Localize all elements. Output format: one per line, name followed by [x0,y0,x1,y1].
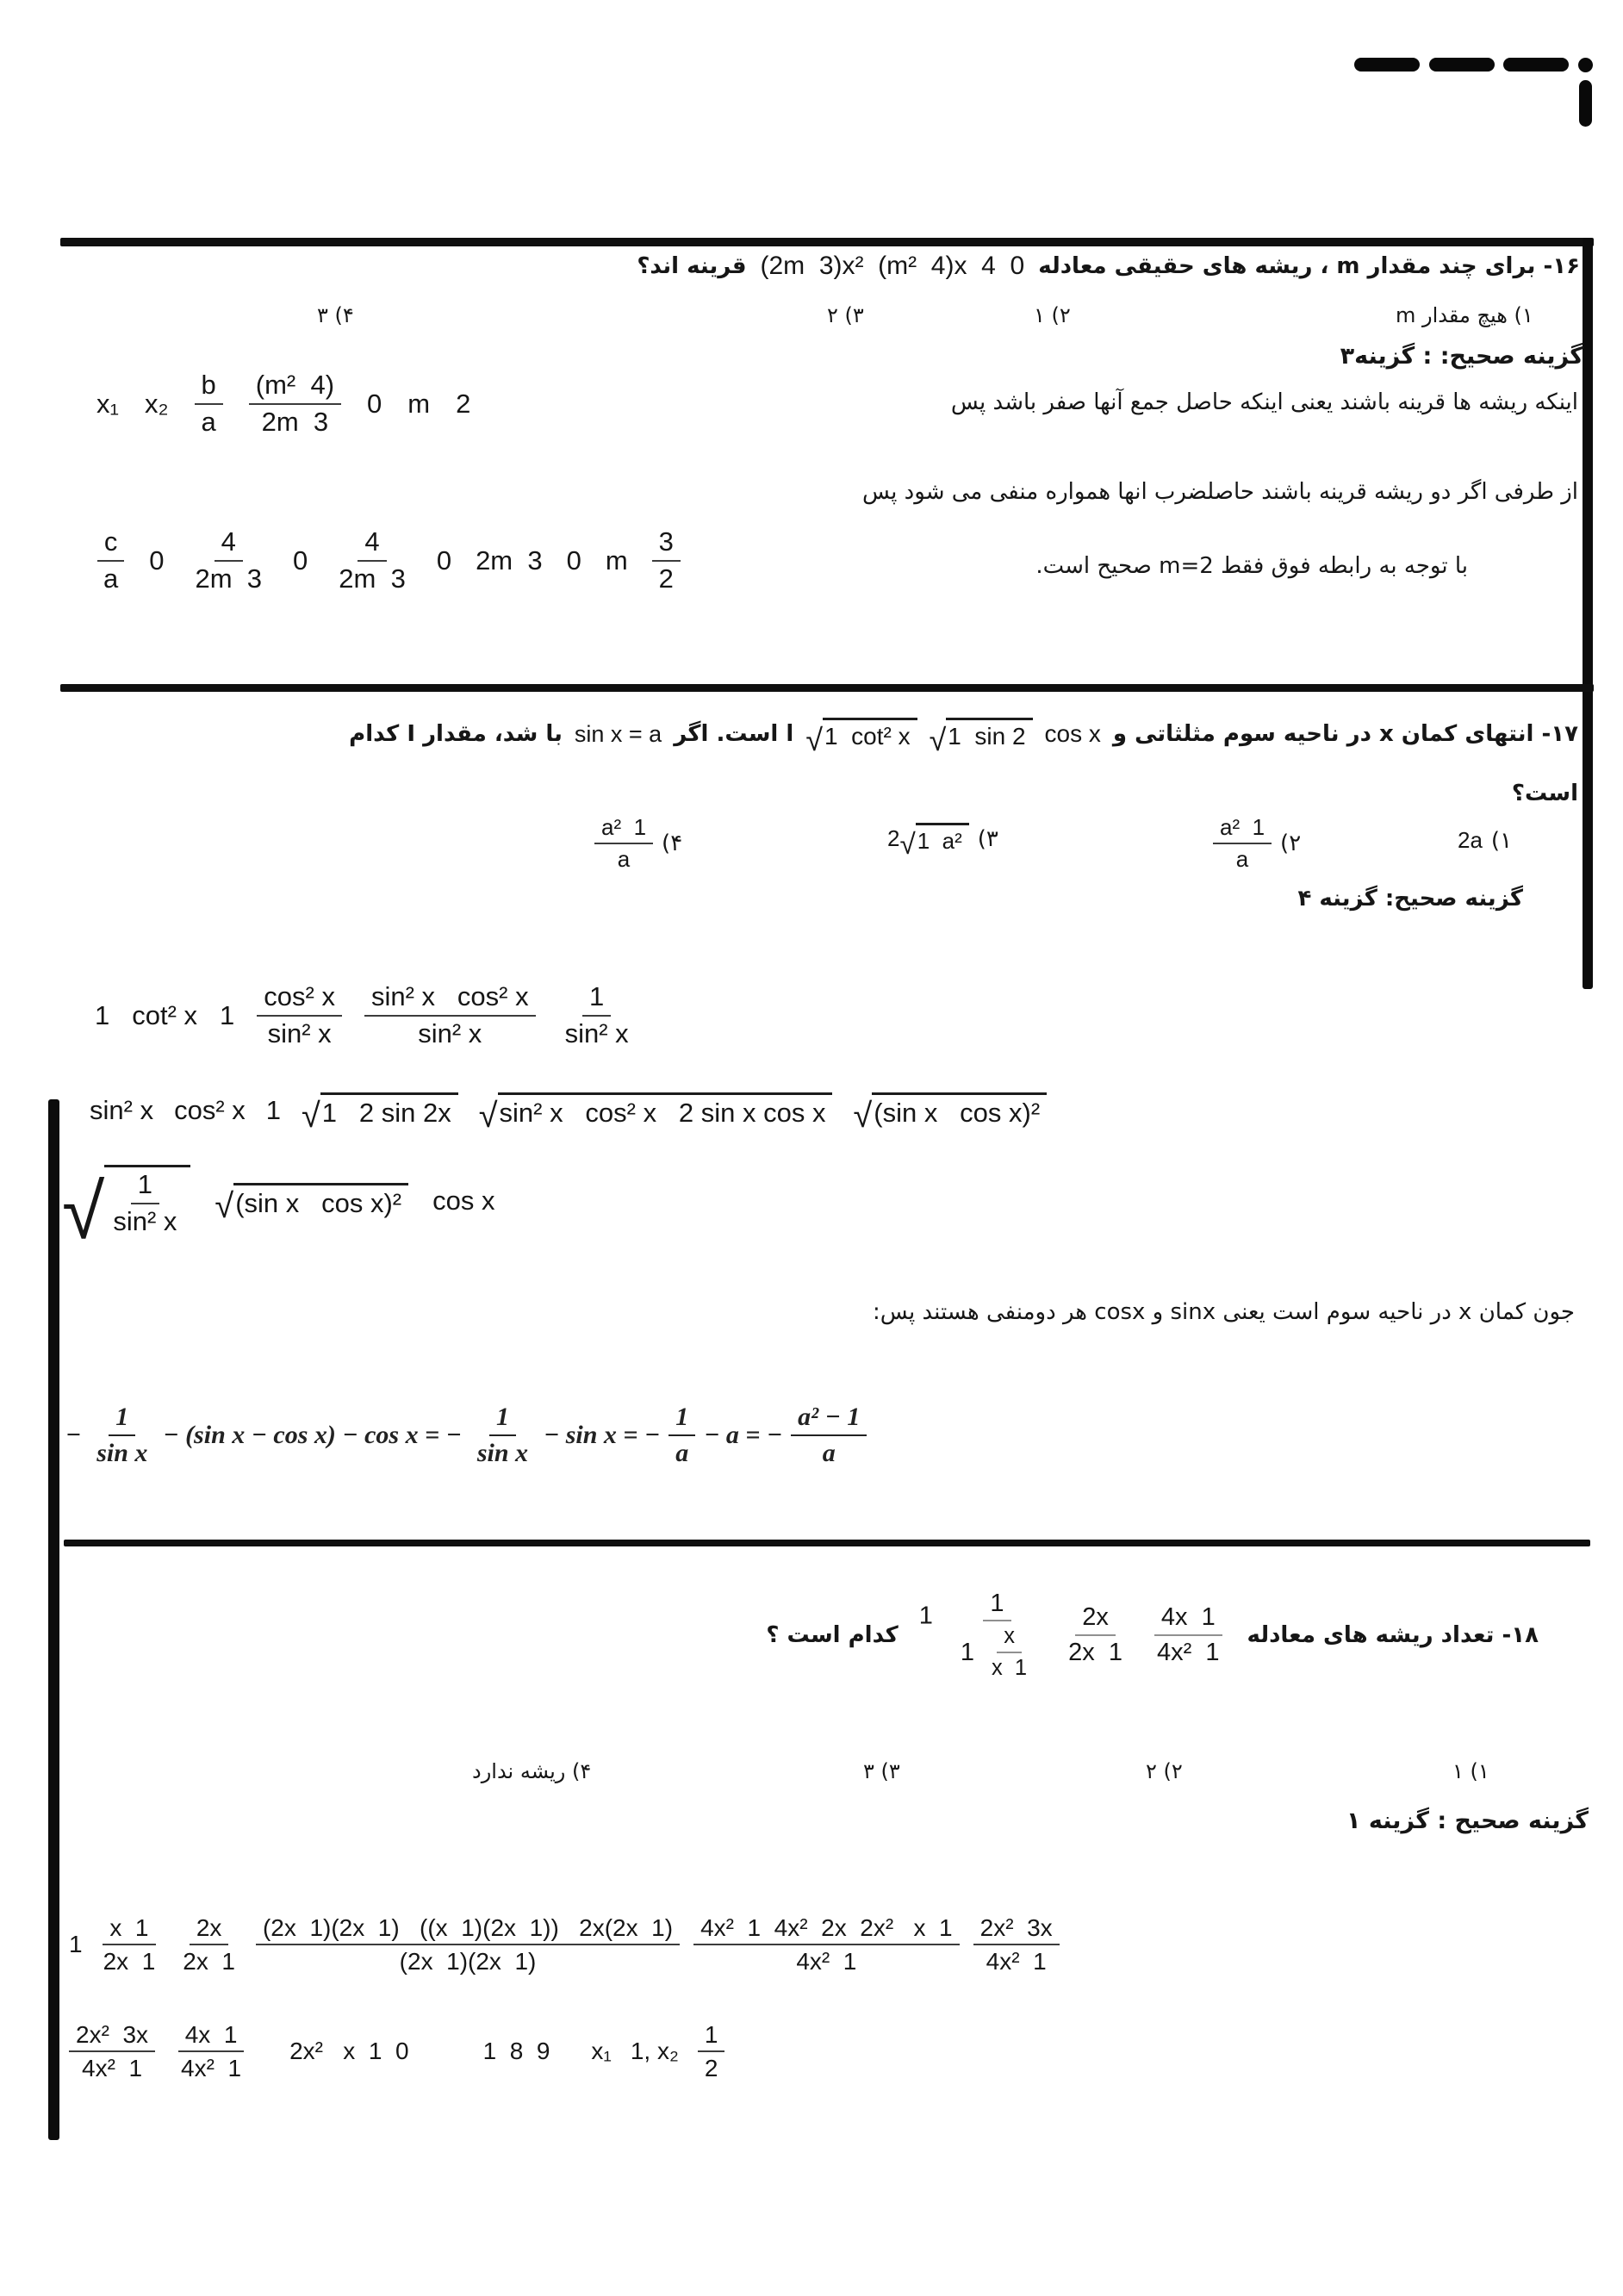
math-token: x₁ [591,2038,612,2065]
math-token: 1 [220,999,235,1030]
denominator [954,1621,1041,1680]
math-token: 0 [566,544,581,576]
denominator: 2m 3 [195,563,263,594]
radical-icon: √ [929,722,947,757]
option-4 [594,815,682,872]
radicand: sin² x cos² x 2 sin x cos x [498,1092,833,1129]
option-label: ۲) [1280,831,1302,857]
numerator: 1 [131,1170,159,1204]
explanation-text: با توجه به رابطه فوق فقط m=2 صحیح است. [1035,553,1468,579]
denominator: 4x² 1 [181,2055,242,2082]
answer-label: گزینه صحیح: گزینه ۴ [1297,886,1523,912]
numerator: 4x 1 [1154,1603,1222,1635]
radicand: 1 cot² x [823,718,917,750]
dot-icon [1578,58,1593,72]
numerator: a² 1 [1213,815,1272,844]
numerator: 2x [1075,1603,1116,1635]
numerator: cos² x [257,982,342,1017]
radical-icon: √ [62,1168,105,1255]
numerator: a² − 1 [791,1403,867,1436]
radical-icon: √ [853,1097,873,1136]
option-label: ۴) [662,831,683,857]
math-token: 0 [293,544,308,576]
denominator: a [201,406,216,437]
numerator: x [997,1624,1022,1653]
option-1 [1458,827,1512,854]
math-token: 2 [887,825,900,851]
fraction [652,527,681,594]
option-4: ۴) ریشه ندارد [472,1759,592,1783]
dash-icon [1429,58,1495,72]
fraction [249,370,341,437]
math-token: 1, x₂ [630,2038,679,2065]
dash-icon [1503,58,1569,72]
denominator: a [1235,846,1249,873]
sqrt-expression [215,1183,408,1225]
numerator: 2x [190,1914,229,1945]
fraction [470,1403,535,1467]
math-token: 2x² x 1 0 [289,2038,409,2065]
q18-title [766,1590,1539,1681]
equation-row [69,1914,1060,1976]
denominator: 4x² 1 [986,1948,1047,1976]
section-divider [60,684,1594,692]
math-token: 0 [436,544,452,576]
fraction [189,527,270,594]
fraction [1213,815,1272,872]
equation-row [96,370,470,437]
math-token: 1 [918,1602,933,1630]
question-text: ۱۶- برای چند مقدار m ، ریشه های حقیقی معادله [1038,253,1580,279]
radical-icon: √ [478,1097,498,1136]
question-text: ا است. اگر [674,721,794,747]
radicand: (sin x cos x)² [233,1183,408,1219]
radical-icon: √ [805,722,823,757]
fraction [791,1403,867,1467]
numerator: 1 [489,1403,516,1436]
sqrt-expression [853,1092,1047,1136]
numerator: 4x² 1 4x² 2x 2x² x 1 [693,1914,960,1945]
option-label: ۳) [977,825,998,852]
option-2: ۲) ۲ [1146,1759,1183,1783]
option-4: ۴) ۳ [317,303,354,327]
radical-icon: √ [215,1186,234,1225]
sqrt-expression [805,718,917,757]
fraction [985,1624,1034,1680]
equation-row [65,1403,867,1467]
math-expression [887,823,969,861]
dash-icon [1579,80,1592,127]
question-text: کدام است ؟ [766,1621,899,1648]
question-text: ۱۷- انتهای کمان x در ناحیه سوم مثلثاتی و [1112,721,1578,747]
radicand: 1 a² [916,823,969,855]
numerator: 4 [358,527,386,562]
fraction [1061,1603,1129,1666]
numerator: 2x² 3x [973,1914,1060,1945]
fraction [69,2021,155,2082]
math-token: 1 [95,999,110,1030]
fraction [364,982,536,1048]
denominator: 2 [704,2055,718,2082]
numerator: c [97,527,125,562]
math-token: 1 [69,1931,83,1958]
option-3: ۳) ۳ [863,1759,900,1783]
option-2: ۲) ۱ [1034,303,1071,327]
radicand [104,1165,190,1236]
equation-row [69,2021,724,2082]
option-3 [887,823,998,861]
sqrt-expression [929,718,1033,757]
numerator: 1 [582,982,611,1017]
denominator: a [617,846,631,873]
q16-title [637,252,1580,281]
denominator: sin² x [418,1017,482,1048]
math-token: cos² x [174,1095,246,1125]
fraction [195,370,223,437]
math-token: 0 [367,388,382,419]
page-border-left [48,1099,59,2140]
option-1: ۱) هیچ مقدار m [1396,303,1533,327]
fraction [106,1170,183,1236]
equation-row [90,1092,1047,1136]
denominator: 4x² 1 [796,1948,857,1976]
fraction [693,1914,960,1976]
q17-title [349,718,1578,757]
answer-label: گزینه صحیح : گزینه ۱ [1346,1808,1589,1834]
question-text: ۱۸- تعداد ریشه های معادله [1247,1621,1539,1648]
denominator: a [822,1438,836,1467]
denominator: 4x² 1 [82,2055,143,2082]
denominator: sin² x [564,1017,629,1048]
radicand: 1 sin 2 [946,718,1032,750]
denominator: (2x 1)(2x 1) [399,1948,537,1976]
equation-row [96,527,681,594]
fraction [698,2021,725,2082]
radical-icon: √ [302,1097,320,1136]
explanation-text: جون کمان x در ناحیه سوم است یعنی sinx و cosx هر دومنفی هستند پس: [873,1299,1575,1325]
denominator: 2x 1 [103,1948,156,1976]
option-1: ۱) ۱ [1452,1759,1489,1783]
equation: (2m 3)x² (m² 4)x 4 0 [760,252,1025,280]
option-3: ۳) ۲ [827,303,864,327]
numerator: 1 [983,1590,1010,1621]
denominator: 2 [658,563,674,594]
denominator: 2x 1 [1068,1638,1123,1666]
math-token: cos x [1044,720,1101,747]
math-token: 1 [265,1095,282,1125]
math-token: x₁ [96,388,119,419]
denominator: 2m 3 [339,563,406,594]
math-token: x₂ [144,388,169,419]
fraction [973,1914,1060,1976]
section-divider [64,1540,1590,1546]
numerator: x 1 [103,1914,155,1945]
denominator: 4x² 1 [1157,1638,1220,1666]
math-token: − sin x = − [544,1420,661,1449]
numerator: (2x 1)(2x 1) ((x 1)(2x 1)) 2x(2x 1) [256,1914,680,1945]
numerator: 2x² 3x [69,2021,155,2052]
fraction [90,1403,154,1467]
fraction [1150,1603,1227,1666]
math-token: 2 [456,388,471,419]
denominator: a [675,1438,689,1467]
question-text: است؟ [1511,781,1578,806]
math-token: m [407,388,431,419]
math-token: 2m 3 [476,544,543,576]
math-token: 1 8 9 [482,2038,550,2065]
dash-icon [1354,58,1420,72]
fraction [332,527,413,594]
sqrt-expression [478,1092,833,1136]
option-label: ۱) [1490,827,1513,854]
denominator: 2m 3 [261,406,329,437]
numerator: (m² 4) [249,370,341,405]
equation-row [95,982,636,1048]
numerator: b [195,370,223,405]
sqrt-expression [302,1092,458,1136]
math-token: − a = − [704,1420,783,1449]
numerator: 4 [215,527,243,562]
fraction [96,1914,163,1976]
fraction [176,1914,242,1976]
denominator: sin x [96,1438,148,1467]
math-token: − [65,1420,82,1449]
math-token: 2a [1458,827,1483,853]
page-border-right [1583,238,1593,989]
denominator: sin² x [113,1205,177,1236]
denominator: x 1 [992,1656,1028,1681]
numerator: a² 1 [594,815,653,844]
question-text: با شد، مقدار I کدام [349,721,563,747]
math-token: cot² x [132,999,198,1030]
nested-fraction [954,1590,1041,1681]
radicand: (sin x cos x)² [872,1092,1047,1129]
fraction [257,982,342,1048]
fraction [558,982,636,1048]
numerator: 1 [668,1403,695,1436]
denominator: sin² x [267,1017,332,1048]
explanation-text: از طرفی اگر دو ریشه قرینه باشند حاصلضرب انها همواره منفی می شود پس [862,479,1578,505]
fraction [174,2021,248,2082]
numerator: sin² x cos² x [364,982,536,1017]
math-token: m [605,544,628,576]
math-token: sin x = a [574,720,662,747]
numerator: 1 [109,1403,135,1436]
explanation-text: اینکه ریشه ها قرینه باشند یعنی اینکه حاصل جمع آنها صفر باشد پس [950,389,1578,415]
numerator: 1 [698,2021,725,2052]
numerator: 4x 1 [178,2021,245,2052]
math-token: cos x [432,1185,495,1216]
math-token: 1 [960,1638,974,1666]
fraction [594,815,653,872]
radicand: 1 2 sin 2x [320,1092,458,1129]
sqrt-expression [62,1165,190,1255]
section-divider [60,238,1594,246]
radical-icon: √ [899,828,916,861]
fraction [96,527,125,594]
option-2 [1213,815,1301,872]
math-token: − (sin x − cos x) − cos x = − [163,1420,462,1449]
denominator: 2x 1 [183,1948,235,1976]
denominator: a [103,563,119,594]
denominator: sin x [476,1438,529,1467]
question-text: قرینه اند؟ [637,253,747,279]
numerator: 3 [652,527,681,562]
math-token: sin² x [90,1095,154,1125]
equation-row [62,1165,495,1255]
fraction [256,1914,680,1976]
math-token: 0 [149,544,165,576]
answer-label: گزینه صحیح: : گزینه۳ [1340,343,1583,370]
sqrt-expression [899,823,968,861]
fraction [668,1403,695,1467]
